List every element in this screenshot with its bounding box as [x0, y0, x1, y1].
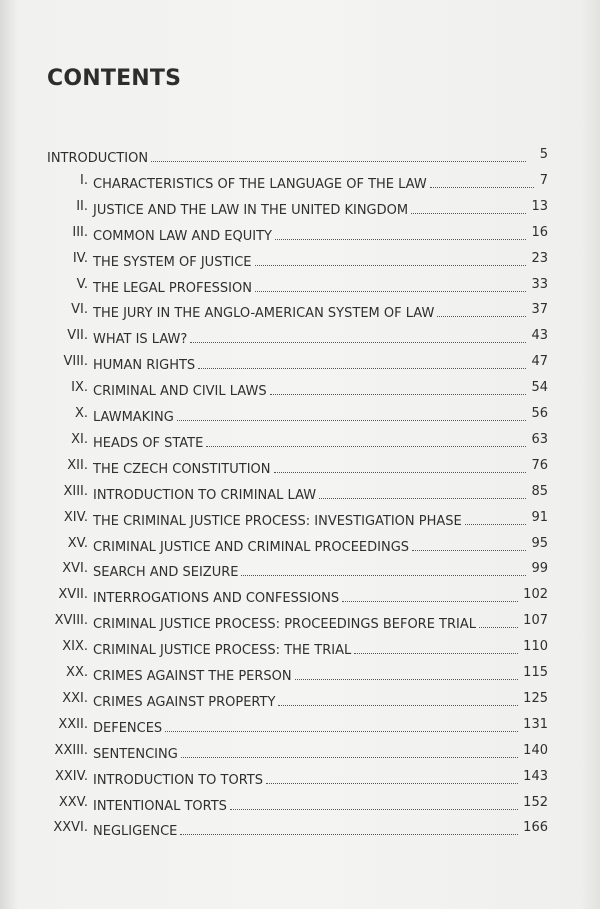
chapter-title: THE CZECH CONSTITUTION — [93, 461, 271, 477]
dot-leader — [255, 251, 526, 266]
dot-leader — [181, 743, 518, 758]
toc-page-number: 85 — [531, 483, 548, 499]
toc-page-number: 13 — [531, 198, 548, 214]
toc-entry — [0, 557, 600, 581]
chapter-number: XIII. — [63, 483, 88, 499]
toc-entry-label — [93, 510, 548, 529]
dot-leader — [255, 277, 526, 292]
chapter-title: SENTENCING — [93, 746, 178, 762]
toc-page-number: 99 — [531, 561, 548, 577]
dot-leader — [274, 458, 527, 473]
toc-entry — [0, 195, 600, 219]
toc-entry-label — [93, 251, 548, 270]
toc-page-number: 107 — [523, 613, 548, 629]
toc-entry-label — [93, 277, 548, 296]
chapter-number: XI. — [71, 431, 88, 447]
chapter-title: LAWMAKING — [93, 410, 174, 425]
dot-leader — [342, 587, 518, 602]
toc-entry — [0, 816, 600, 840]
toc-entry-label — [93, 561, 548, 580]
dot-leader — [206, 432, 526, 447]
toc-entry — [0, 273, 600, 297]
toc-entry-title: INTRODUCTION — [47, 151, 149, 166]
toc-page-number: 16 — [531, 224, 548, 240]
chapter-number: V. — [76, 276, 88, 292]
toc-entry — [0, 428, 600, 452]
chapter-number: II. — [76, 198, 88, 214]
chapter-title: INTENTIONAL TORTS — [93, 798, 227, 814]
dot-leader — [411, 199, 526, 214]
chapter-title: CRIMES AGAINST THE PERSON — [93, 669, 292, 684]
page-title: CONTENTS — [47, 66, 182, 91]
toc-entry — [0, 609, 600, 633]
toc-page-number: 23 — [531, 250, 548, 266]
chapter-title: CRIMES AGAINST PROPERTY — [93, 694, 276, 710]
toc-page-number: 76 — [531, 457, 548, 473]
chapter-number: XXI. — [62, 690, 88, 706]
dot-leader — [270, 380, 526, 395]
dot-leader — [319, 484, 526, 499]
toc-page-number: 152 — [523, 794, 548, 810]
dot-leader — [180, 820, 518, 835]
toc-entry — [0, 661, 600, 685]
toc-entry-label — [93, 613, 548, 632]
toc-entry — [0, 765, 600, 789]
toc-entry-label — [93, 484, 548, 503]
dot-leader — [165, 717, 518, 732]
toc-entry — [0, 221, 600, 245]
toc-entry-label — [47, 147, 548, 166]
chapter-title: CRIMINAL JUSTICE PROCESS: PROCEEDINGS BEFORE TRIAL — [93, 617, 476, 633]
toc-entry-label — [93, 173, 548, 192]
chapter-title: INTRODUCTION TO TORTS — [93, 772, 263, 788]
toc-page-number: 7 — [539, 172, 548, 188]
toc-entry — [0, 791, 600, 815]
toc-entry — [0, 532, 600, 556]
toc-entry-label — [93, 225, 548, 244]
toc-entry-label — [93, 380, 548, 399]
chapter-title: THE LEGAL PROFESSION — [93, 280, 252, 296]
toc-page-number: 5 — [539, 147, 548, 162]
toc-entry-introduction — [0, 143, 600, 167]
toc-entry — [0, 402, 600, 426]
toc-entry — [0, 480, 600, 504]
chapter-number: XVI. — [62, 561, 88, 577]
chapter-title: INTRODUCTION TO CRIMINAL LAW — [93, 487, 317, 503]
chapter-title: NEGLIGENCE — [93, 824, 178, 840]
toc-page-number: 37 — [531, 302, 548, 318]
chapter-title: CHARACTERISTICS OF THE LANGUAGE OF THE LAW — [93, 176, 427, 192]
toc-entry — [0, 350, 600, 374]
toc-entry — [0, 506, 600, 530]
toc-entry-label — [93, 536, 548, 555]
chapter-number: XXVI. — [53, 820, 88, 836]
chapter-title: SEARCH AND SEIZURE — [93, 565, 239, 581]
toc-page-number: 63 — [531, 431, 548, 447]
chapter-number: XX. — [66, 665, 88, 680]
toc-entry — [0, 635, 600, 659]
toc-entry — [0, 713, 600, 737]
dot-leader — [190, 328, 526, 343]
toc-entry-label — [93, 354, 548, 373]
chapter-title: THE SYSTEM OF JUSTICE — [93, 254, 252, 270]
toc-entry-label — [93, 328, 548, 347]
chapter-number: XXV. — [58, 794, 88, 810]
dot-leader — [295, 665, 518, 680]
chapter-title: INTERROGATIONS AND CONFESSIONS — [93, 591, 340, 607]
toc-entry-label — [93, 795, 548, 814]
toc-page-number: 47 — [531, 354, 548, 370]
toc-page-number: 166 — [523, 820, 548, 836]
chapter-title: HEADS OF STATE — [93, 435, 204, 451]
chapter-number: IX. — [71, 380, 88, 396]
toc-entry — [0, 169, 600, 193]
dot-leader — [412, 536, 526, 551]
dot-leader — [437, 302, 526, 317]
dot-leader — [177, 406, 526, 421]
chapter-number: XII. — [67, 457, 88, 473]
toc-page-number: 143 — [523, 768, 548, 784]
toc-entry-label — [93, 717, 548, 736]
chapter-number: XXIV. — [55, 768, 88, 784]
toc-page-number: 140 — [523, 742, 548, 758]
dot-leader — [479, 613, 518, 628]
toc-entry-label — [93, 458, 548, 477]
chapter-number: X. — [74, 406, 88, 421]
chapter-number: I. — [80, 172, 88, 188]
toc-entry — [0, 739, 600, 763]
dot-leader — [465, 510, 526, 525]
chapter-number: VI. — [71, 302, 88, 318]
chapter-number: VIII. — [63, 354, 88, 370]
chapter-number: XV. — [67, 535, 88, 551]
chapter-number: XIX. — [62, 639, 88, 655]
toc-entry-label — [93, 769, 548, 788]
toc-entry-label — [93, 302, 548, 321]
toc-entry — [0, 324, 600, 348]
chapter-number: XIV. — [63, 509, 88, 525]
toc-page-number: 95 — [531, 535, 548, 551]
chapter-title: HUMAN RIGHTS — [93, 358, 196, 374]
dot-leader — [230, 795, 518, 810]
toc-page-number: 91 — [531, 509, 548, 525]
dot-leader — [278, 691, 518, 706]
toc-page-number: 56 — [531, 406, 548, 421]
toc-entry — [0, 454, 600, 478]
chapter-title: CRIMINAL JUSTICE AND CRIMINAL PROCEEDINGS — [93, 539, 410, 555]
toc-page-number: 102 — [523, 587, 548, 603]
toc-entry — [0, 298, 600, 322]
dot-leader — [275, 225, 526, 240]
chapter-number: IV. — [72, 250, 88, 266]
toc-entry — [0, 247, 600, 271]
chapter-title: CRIMINAL JUSTICE PROCESS: THE TRIAL — [93, 643, 352, 659]
chapter-number: XVII. — [58, 587, 88, 603]
toc-entry-label — [93, 432, 548, 451]
chapter-number: VII. — [67, 328, 88, 344]
chapter-number: XXIII. — [54, 742, 88, 758]
dot-leader — [430, 173, 534, 188]
toc-entry-label — [93, 406, 548, 425]
toc-page-number: 125 — [523, 690, 548, 706]
toc-page-number: 115 — [523, 665, 548, 680]
toc-entry-label — [93, 199, 548, 218]
chapter-number: III. — [72, 224, 88, 240]
chapter-title: DEFENCES — [93, 720, 163, 736]
dot-leader — [151, 147, 526, 162]
dot-leader — [241, 561, 526, 576]
toc-page-number: 54 — [531, 380, 548, 396]
toc-entry-label — [93, 639, 548, 658]
dot-leader — [266, 769, 518, 784]
toc-entry-label — [93, 743, 548, 762]
chapter-title: THE JURY IN THE ANGLO-AMERICAN SYSTEM OF LAW — [93, 306, 435, 322]
toc-page-number: 131 — [523, 716, 548, 732]
chapter-number: XVIII. — [54, 613, 88, 629]
chapter-number: XXII. — [58, 716, 88, 732]
toc-entry — [0, 583, 600, 607]
toc-entry — [0, 687, 600, 711]
toc-entry-label — [93, 691, 548, 710]
dot-leader — [198, 354, 526, 369]
toc-page-number: 43 — [531, 328, 548, 344]
toc-page-number: 33 — [531, 276, 548, 292]
toc-entry — [0, 376, 600, 400]
chapter-title: WHAT IS LAW? — [93, 332, 188, 348]
chapter-title: THE CRIMINAL JUSTICE PROCESS: INVESTIGATION PHASE — [93, 513, 462, 529]
dot-leader — [354, 639, 518, 654]
toc-page-number: 110 — [523, 639, 548, 655]
toc-entry-label — [93, 820, 548, 839]
chapter-title: COMMON LAW AND EQUITY — [93, 228, 272, 244]
toc-entry-label — [93, 587, 548, 606]
toc-entry-label — [93, 665, 548, 684]
chapter-title: CRIMINAL AND CIVIL LAWS — [93, 384, 267, 400]
chapter-title: JUSTICE AND THE LAW IN THE UNITED KINGDOM — [93, 202, 409, 218]
